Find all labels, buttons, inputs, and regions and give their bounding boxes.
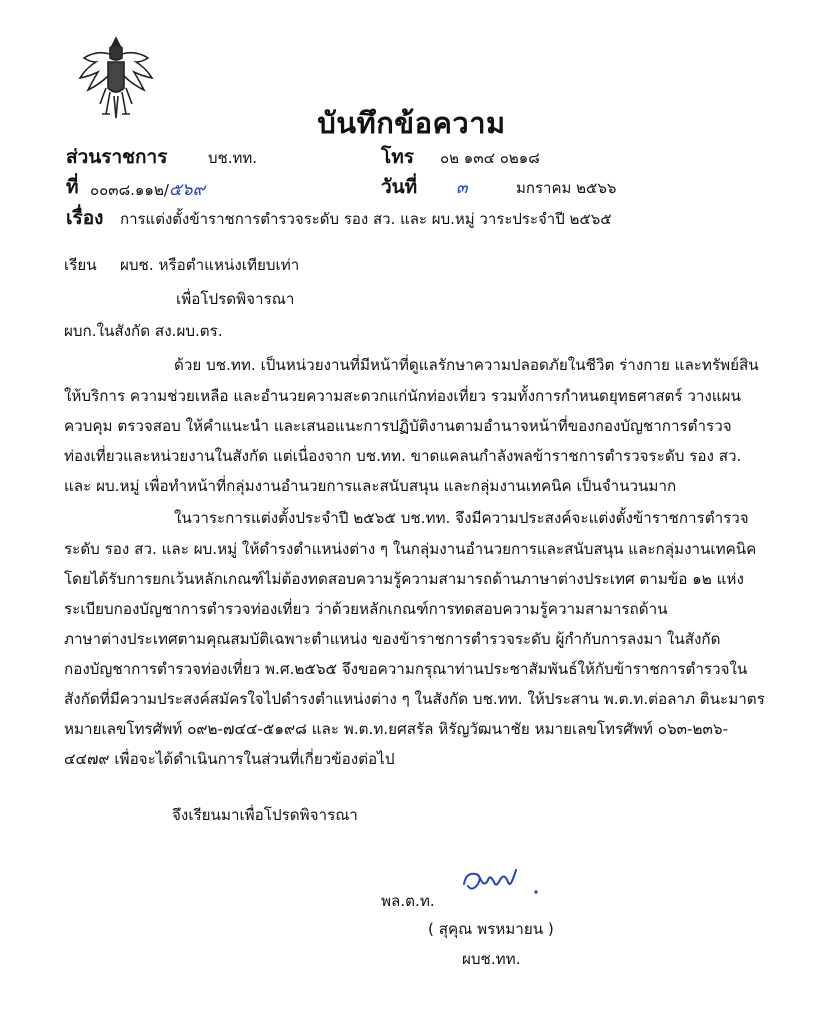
- paragraph2-line: โดยได้รับการยกเว้นหลักเกณฑ์ไม่ต้องทดสอบความรู้ความสามารถด้านภาษาต่างประเทศ ตามข้อ ๑๒ แห่ง: [64, 570, 744, 588]
- paragraph2-line: กองบัญชาการตำรวจท่องเที่ยว พ.ศ.๒๕๖๕ จึงขอความกรุณาท่านประชาสัมพันธ์ให้กับข้าราชการตำรวจใน: [64, 660, 748, 678]
- paragraph2-line: ๔๔๗๙ เพื่อจะได้ดำเนินการในส่วนที่เกี่ยวข้องต่อไป: [64, 750, 395, 768]
- paragraph2-line: ระเบียบกองบัญชาการตำรวจท่องเที่ยว ว่าด้วยหลักเกณฑ์การทดสอบความรู้ความสามารถด้าน: [64, 600, 668, 618]
- signer-rank: พล.ต.ท.: [381, 892, 435, 910]
- subject-label: เรื่อง: [66, 207, 104, 229]
- date-month-year: มกราคม ๒๕๖๖: [516, 179, 617, 197]
- paragraph1-line: ควบคุม ตรวจสอบ ให้คำแนะนำ และเสนอแนะการปฏิบัติงานตามอำนาจหน้าที่ของกองบัญชาการตำรวจ: [64, 417, 732, 435]
- paragraph2-line: สังกัดที่มีความประสงค์สมัครใจไปดำรงตำแหน่งต่าง ๆ ในสังกัด บช.ทท. ให้ประสาน พ.ต.ท.ต่อลาภ ตินะมาตร: [64, 690, 765, 708]
- reference-number: ๐๐๓๘.๑๑๒/: [90, 181, 169, 199]
- signature-icon: [458, 862, 548, 902]
- signer-name: ( สุคุณ พรหมายน ): [428, 920, 554, 938]
- agency-value: บช.ทท.: [208, 149, 258, 167]
- subject-value: การแต่งตั้งข้าราชการตำรวจระดับ รอง สว. และ ผบ.หมู่ วาระประจำปี ๒๕๖๕: [120, 210, 612, 228]
- paragraph1-line: ท่องเที่ยวและหน่วยงานในสังกัด แต่เนื่องจาก บช.ทท. ขาดแคลนกำลังพลข้าราชการตำรวจระดับ รอง สว.: [64, 447, 742, 465]
- paragraph2-line: ระดับ รอง สว. และ ผบ.หมู่ ให้ดำรงตำแหน่งต่าง ๆ ในกลุ่มงานอำนวยการและสนับสนุน และกลุ่มงานเทคนิค: [64, 540, 757, 558]
- reference-label: ที่: [66, 176, 79, 198]
- reference-value: [90, 176, 205, 203]
- document-title: บันทึกข้อความ: [317, 106, 506, 140]
- paragraph2-line: หมายเลขโทรศัพท์ ๐๙๒-๗๔๔-๕๑๙๘ และ พ.ต.ท.ยศสรัล หิรัญวัฒนาชัย หมายเลขโทรศัพท์ ๐๖๓-๒๓๖-: [64, 720, 729, 738]
- paragraph2-line: ภาษาต่างประเทศตามคุณสมบัติเฉพาะตำแหน่ง ของข้าราชการตำรวจระดับ ผู้กำกับการลงมา ในสังกัด: [64, 630, 721, 648]
- date-day-handwritten: ๓: [456, 178, 468, 198]
- paragraph1-line: ให้บริการ ความช่วยเหลือ และอำนวยความสะดวกแก่นักท่องเที่ยว รวมทั้งการกำหนดยุทธศาสตร์ วางแผน: [64, 387, 741, 405]
- date-label: วันที่: [381, 176, 418, 198]
- salutation-recipient: ผบช. หรือตำแหน่งเทียบเท่า: [120, 256, 300, 274]
- paragraph2-line: ในวาระการแต่งตั้งประจำปี ๒๕๖๕ บช.ทท. จึงมีความประสงค์จะแต่งตั้งข้าราชการตำรวจ: [174, 509, 749, 527]
- salutation-purpose: เพื่อโปรดพิจารณา: [176, 290, 295, 308]
- phone-value: ๐๒ ๑๓๔ ๐๒๑๘: [440, 149, 540, 167]
- salutation-cc: ผบก.ในสังกัด สง.ผบ.ตร.: [64, 322, 223, 340]
- salutation-label: เรียน: [64, 256, 97, 274]
- signer-position: ผบช.ทท.: [462, 950, 521, 968]
- agency-label: ส่วนราชการ: [66, 146, 168, 168]
- reference-handwritten: ๕๖๙: [168, 180, 205, 200]
- paragraph1-line: และ ผบ.หมู่ เพื่อทำหน้าที่กลุ่มงานอำนวยการและสนับสนุน และกลุ่มงานเทคนิค เป็นจำนวนมาก: [64, 477, 677, 495]
- closing-line: จึงเรียนมาเพื่อโปรดพิจารณา: [172, 806, 358, 824]
- paragraph1-line: ด้วย บช.ทท. เป็นหน่วยงานที่มีหน้าที่ดูแลรักษาความปลอดภัยในชีวิต ร่างกาย และทรัพย์สิน: [174, 356, 759, 374]
- phone-label: โทร: [381, 146, 414, 168]
